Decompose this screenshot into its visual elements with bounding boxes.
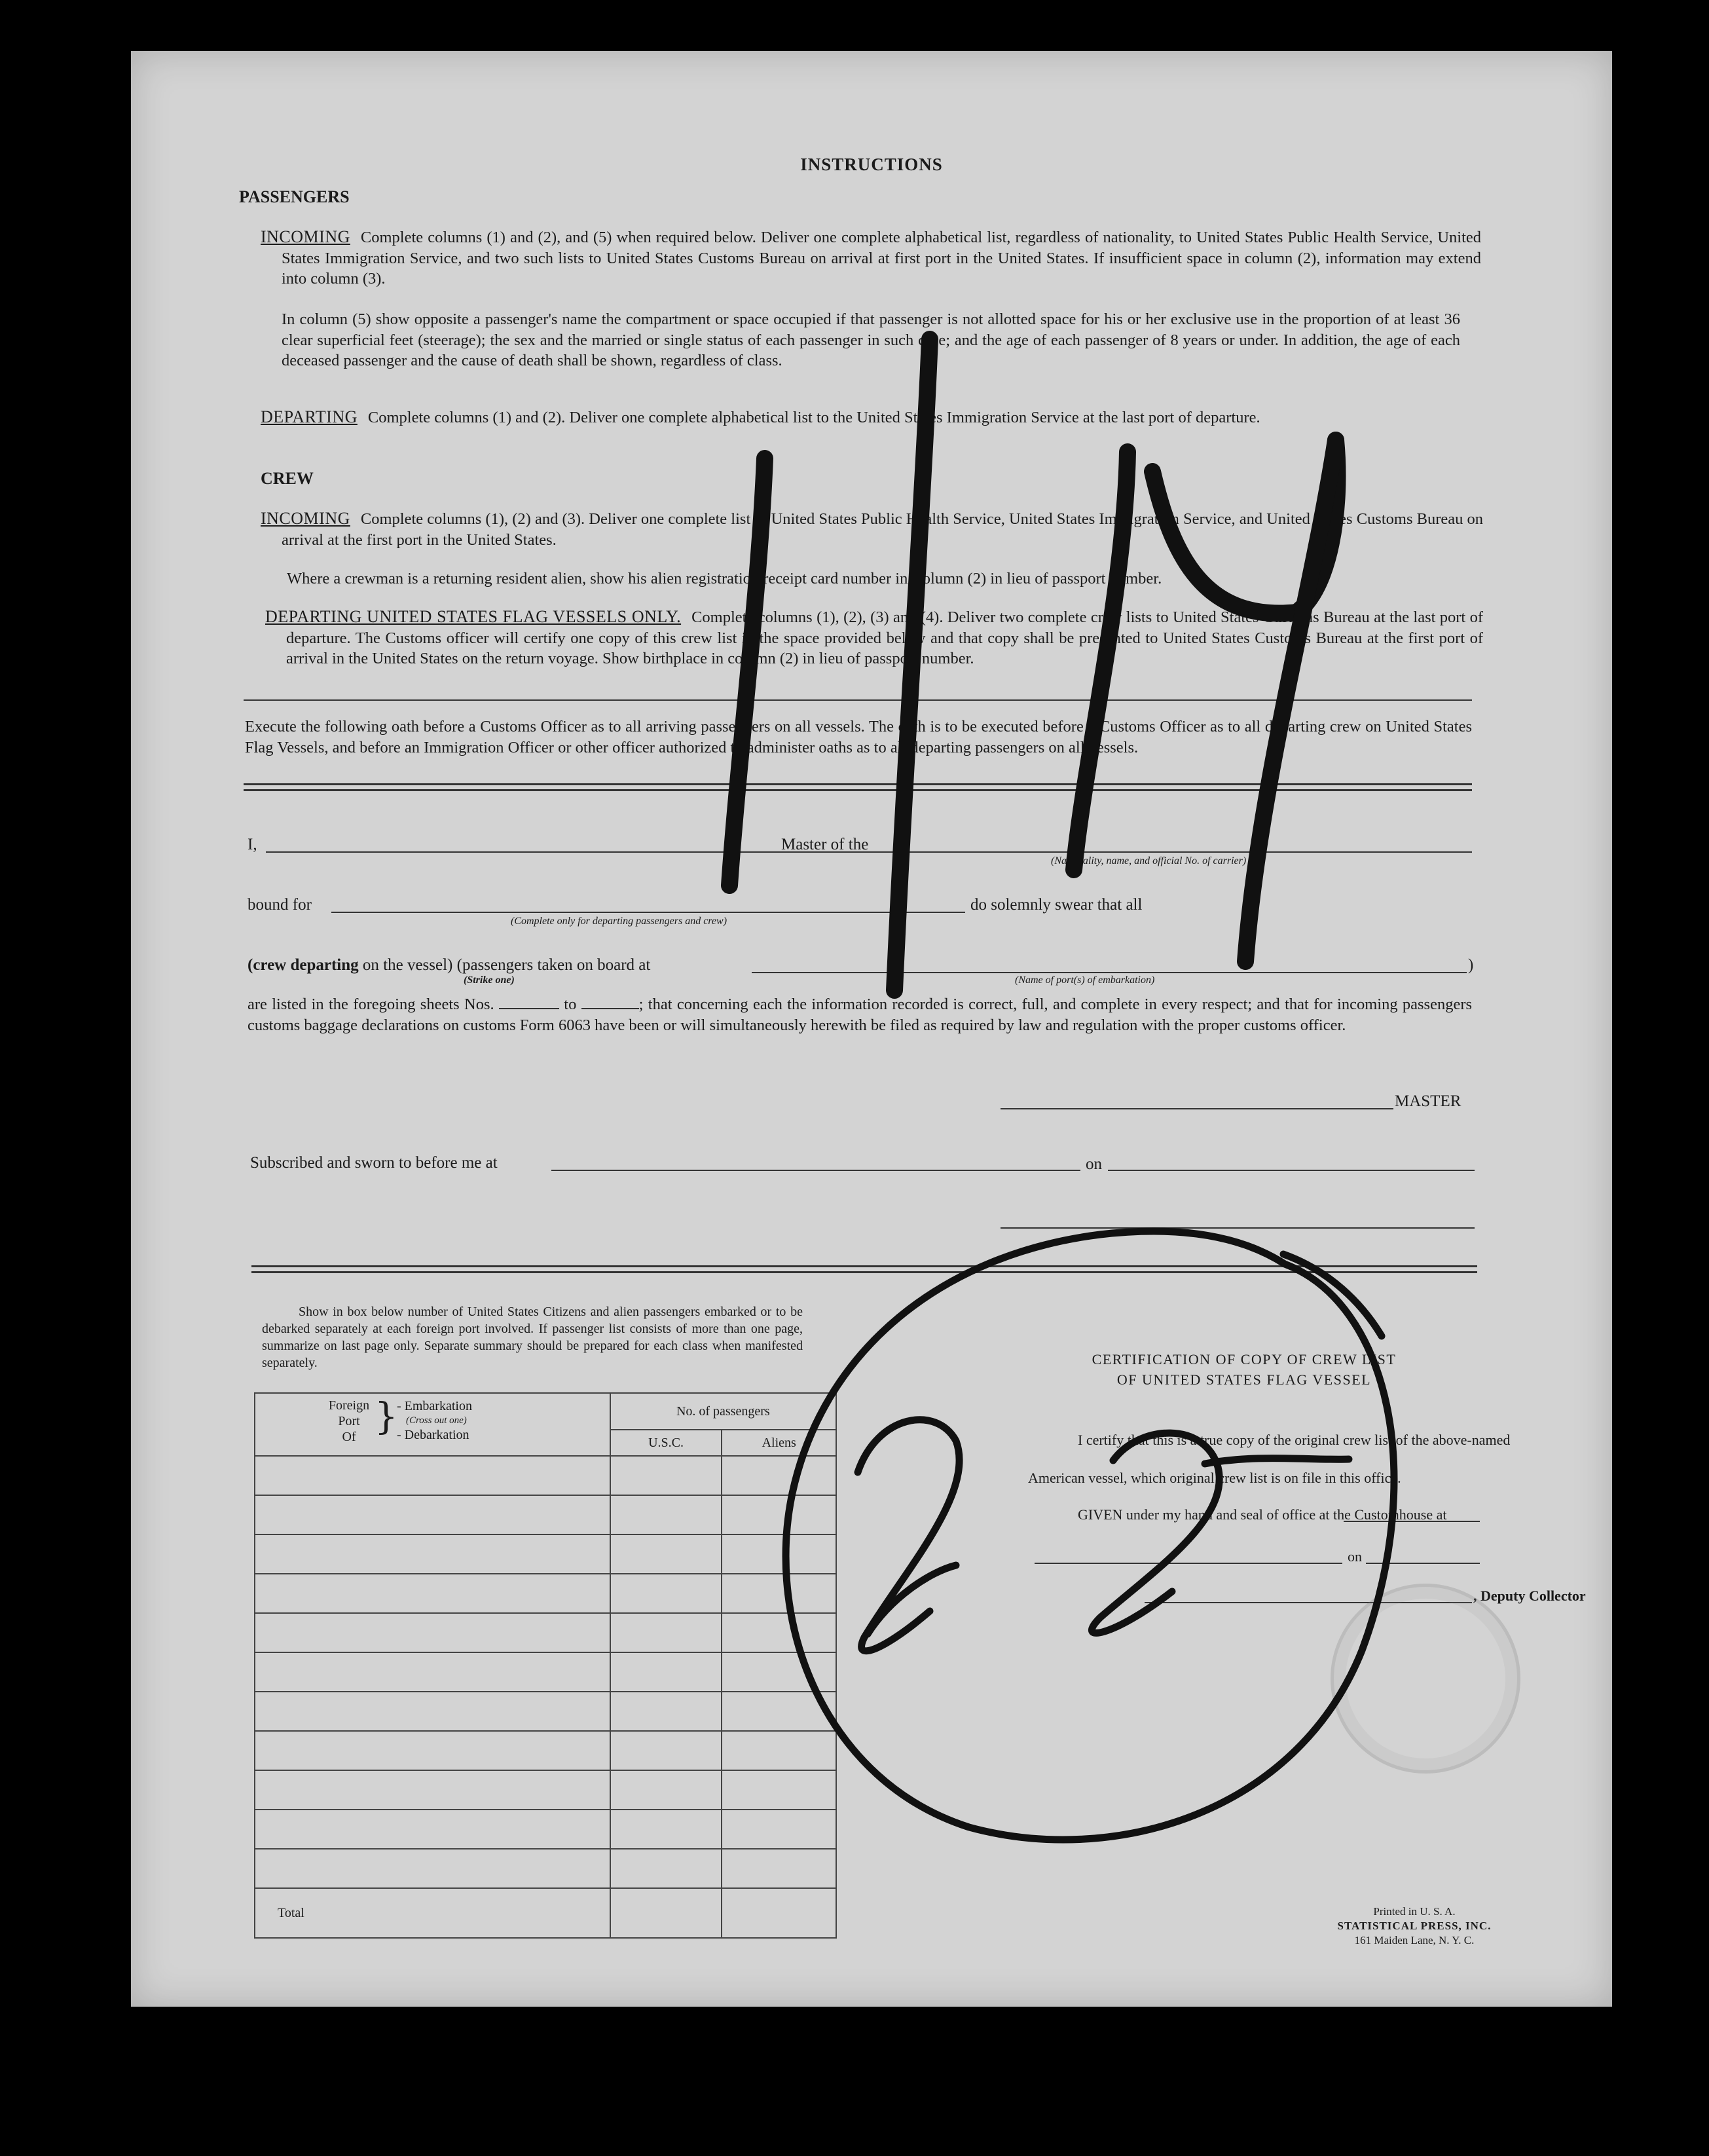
passengers-column5-paragraph: In column (5) show opposite a passenger's name the compartment or space occupied if that passenger is not allotted space for his or her exclusive use in the proportion of at least 36 clear superficial feet (steerage); the sex and the married or single status of each passenger in such case; and the age of each passenger of 8 years or under. In addition, the age of each deceased passenger and the cause of death shall be shown, regardless of class.	[282, 310, 1460, 369]
oath-intro-paragraph: Execute the following oath before a Customs Officer as to all arriving passengers on all vessels. The oath is to be executed before a Customs Officer as to all departing crew on United States Flag Vessels, and before an Immigration Officer or other officer authorized to administer oaths as to all departing passengers on all vessels.	[245, 718, 1472, 756]
table-row[interactable]	[255, 1613, 610, 1652]
carrier-line[interactable]	[889, 851, 1472, 853]
oath-listed-paragraph: are listed in the foregoing sheets Nos. to ; that concerning each the information recorded is correct, full, and complete in every respect; and that for incoming passengers customs baggage declarations on customs Form 6063 have been or will simultaneously herewith be filed as required by law and regulation with the proper customs officer.	[248, 995, 1473, 1034]
crew-incoming-paragraph	[261, 508, 1483, 550]
printer-imprint: Printed in U. S. A. STATISTICAL PRESS, INC. 161 Maiden Lane, N. Y. C.	[1337, 1905, 1492, 1946]
sheet-from-line	[499, 995, 559, 1009]
bound-for-caption: (Complete only for departing passengers and crew)	[511, 916, 727, 927]
carrier-caption: (Nationality, name, and official No. of carrier)	[1051, 855, 1247, 866]
deputy-collector-label: , Deputy Collector	[1473, 1588, 1586, 1604]
bound-for-line[interactable]	[331, 912, 965, 913]
master-of-label: Master of the	[781, 836, 869, 853]
cert-date-line[interactable]	[1366, 1563, 1480, 1564]
strike-one-caption: (Strike one)	[464, 975, 515, 986]
officer-signature-line[interactable]	[1001, 1227, 1475, 1229]
subscribed-date-line[interactable]	[1108, 1170, 1475, 1171]
crew-departing-lead: DEPARTING UNITED STATES FLAG VESSELS ONLY.	[265, 607, 682, 626]
table-row[interactable]	[255, 1849, 610, 1888]
sheet-to-line	[581, 995, 639, 1009]
swear-label: do solemnly swear that all	[970, 896, 1143, 914]
subscribed-on-label: on	[1086, 1155, 1102, 1173]
cert-on-label: on	[1348, 1548, 1362, 1565]
total-usc-cell[interactable]	[610, 1888, 722, 1938]
cert-text-line-2: American vessel, which original crew list is on file in this office.	[1028, 1470, 1401, 1486]
crew-alien-paragraph: Where a crewman is a returning resident alien, show his alien registration receipt card number in Column (2) in lieu of passport number.	[287, 570, 1162, 587]
double-rule	[244, 783, 1472, 791]
no-of-passengers-header: No. of passengers	[610, 1393, 836, 1430]
table-row[interactable]	[255, 1652, 610, 1692]
passengers-departing-text: Complete columns (1) and (2). Deliver one complete alphabetical list to the United States Immigration Service at the last port of departure.	[367, 409, 1260, 426]
certification-title: CERTIFICATION OF COPY OF CREW LIST OF UNITED STATES FLAG VESSEL	[1092, 1351, 1397, 1388]
customhouse-line[interactable]	[1344, 1521, 1480, 1522]
bound-for-label: bound for	[248, 896, 312, 914]
cert-text-line-1: I certify that this is a true copy of the original crew list of the above-named	[1078, 1432, 1511, 1448]
table-row[interactable]	[255, 1534, 610, 1574]
cert-place-line[interactable]	[1035, 1563, 1342, 1564]
instructions-title: INSTRUCTIONS	[800, 155, 943, 174]
crew-departing-option: (crew departing on the vessel) (passengers taken on board at	[248, 956, 651, 974]
embarkation-ports-line[interactable]	[752, 972, 1467, 973]
customs-seal-impression	[1331, 1584, 1520, 1774]
usc-header: U.S.C.	[610, 1430, 722, 1456]
crew-incoming-lead: INCOMING	[261, 509, 350, 528]
cert-given-text: GIVEN under my hand and seal of office at the Customhouse at	[1078, 1506, 1447, 1523]
table-row[interactable]	[255, 1731, 610, 1770]
passenger-summary-table	[254, 1392, 837, 1939]
total-label: Total	[255, 1888, 610, 1938]
oath-i-label: I,	[248, 836, 257, 853]
passengers-departing-lead: DEPARTING	[261, 407, 358, 426]
total-aliens-cell[interactable]	[722, 1888, 836, 1938]
passengers-incoming-lead: INCOMING	[261, 227, 350, 246]
passengers-incoming-paragraph	[261, 227, 1481, 289]
double-rule-bottom	[251, 1265, 1477, 1273]
master-label: MASTER	[1395, 1092, 1461, 1110]
table-row[interactable]	[255, 1456, 610, 1495]
ports-caption: (Name of port(s) of embarkation)	[1015, 975, 1155, 986]
passengers-heading: PASSENGERS	[239, 187, 350, 206]
close-paren: )	[1468, 956, 1474, 974]
table-row[interactable]	[255, 1810, 610, 1849]
passengers-departing-paragraph	[261, 407, 1481, 428]
summary-instructions: Show in box below number of United States Citizens and alien passengers embarked or to be debarked separately at each foreign port involved. If passenger list consists of more than one page, summarize on last page only. Separate summary should be prepared for each class when manifested separately.	[262, 1305, 803, 1370]
crew-departing-text: Complete columns (1), (2), (3) and (4). Deliver two complete crew lists to United States Customs Bureau at the last port of departure. The Customs officer will certify one copy of this crew list in the space provided below and that copy shall be presented to United States Customs Bureau at the first port of arrival in the United States on the return voyage. Show birthplace in column (2) in lieu of passport number.	[286, 608, 1483, 667]
document-page	[131, 51, 1612, 2007]
subscribed-label: Subscribed and sworn to before me at	[250, 1154, 498, 1172]
divider	[244, 699, 1472, 701]
passengers-incoming-text: Complete columns (1) and (2), and (5) when required below. Deliver one complete alphabetical list, regardless of nationality, to United States Public Health Service, United States Immigration Service, and two such lists to United States Customs Bureau on arrival at first port in the United States. If insufficient space in column (2), information may extend into column (3).	[282, 229, 1481, 288]
crew-departing-paragraph	[265, 606, 1483, 669]
table-row[interactable]	[255, 1692, 610, 1731]
crew-incoming-text: Complete columns (1), (2) and (3). Deliver one complete list to United States Public Health Service, United States Immigration Service, and United States Customs Bureau on arrival at the first port in the United States.	[282, 510, 1483, 549]
table-row[interactable]	[255, 1770, 610, 1810]
table-row[interactable]	[255, 1495, 610, 1534]
aliens-header: Aliens	[722, 1430, 836, 1456]
crew-heading: CREW	[261, 469, 314, 488]
port-header: Foreign Port Of } - Embarkation (Cross out one) - Debarkation	[255, 1393, 610, 1456]
subscribed-place-line[interactable]	[551, 1170, 1080, 1171]
table-row[interactable]	[255, 1574, 610, 1613]
master-signature-line[interactable]	[1001, 1108, 1393, 1109]
